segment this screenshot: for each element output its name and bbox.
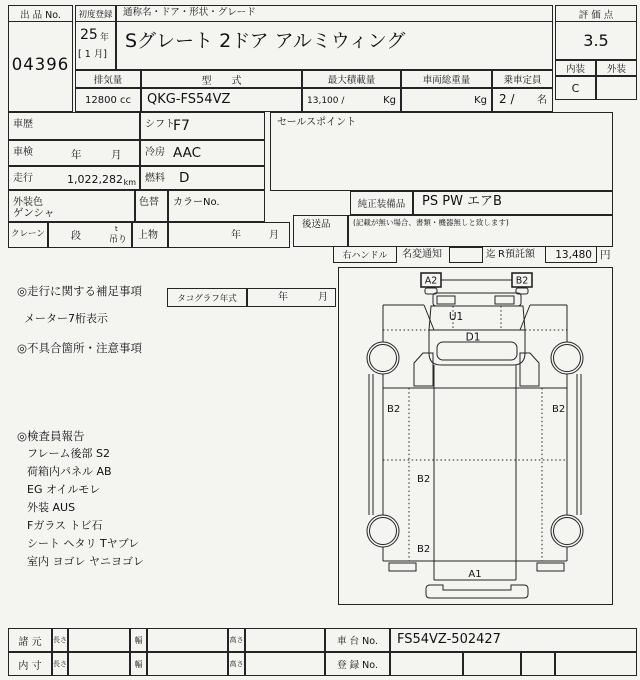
registration-no-cell	[521, 652, 555, 676]
shift-label: シフト	[145, 119, 175, 130]
shift-value: F7	[173, 118, 190, 134]
spec-row-label: 諸 元	[8, 628, 52, 652]
crane-label: クレーン	[11, 229, 45, 239]
crane-stage-unit: 段	[71, 231, 81, 242]
gross-weight-label: 車両総重量	[401, 70, 492, 88]
tachograph-month-unit: 月	[318, 292, 328, 303]
mileage-notes-heading: ◎走行に関する補足事項	[17, 284, 143, 298]
damage-label-side-left-top: B2	[387, 404, 401, 415]
history-cell	[8, 112, 140, 140]
damage-diagram-box	[338, 267, 613, 605]
mileage-unit: km	[123, 177, 136, 187]
fuel-value: D	[179, 170, 190, 186]
repaint-label: 色替	[139, 197, 159, 208]
model-code-cell	[141, 88, 302, 112]
damage-label-side-left-mid: B2	[417, 474, 431, 485]
later-items-note: (記載が無い場合、書類・機器無しと致します)	[353, 218, 509, 227]
length-label: 長さ	[52, 652, 68, 676]
spec-width-value	[147, 628, 228, 652]
displacement-label: 排気量	[75, 70, 141, 88]
inspector-item: EG オイルモレ	[27, 483, 101, 496]
deposit-value: 13,480	[555, 249, 592, 261]
spec-length-value	[68, 628, 130, 652]
inspector-item: 荷箱内パネル AB	[27, 465, 112, 478]
damage-label-mirror-right: B2	[515, 275, 529, 287]
damage-label-mirror-left: A2	[424, 275, 438, 287]
registration-no-cell	[555, 652, 637, 676]
inspector-report-heading: ◎検査員報告	[17, 429, 85, 443]
inner-row-label: 内 寸	[8, 652, 52, 676]
inspection-cell	[8, 140, 140, 166]
tachograph-value-cell	[247, 288, 336, 307]
repaint-cell	[135, 190, 168, 222]
height-label: 高さ	[228, 652, 245, 676]
damage-label-side-left-low: B2	[417, 544, 431, 555]
ac-value: AAC	[173, 145, 202, 161]
first-registration-month: [ 1 月]	[78, 49, 107, 60]
later-items-label-cell	[293, 215, 348, 247]
exterior-value	[596, 76, 637, 100]
upper-body-month-unit: 月	[269, 230, 279, 241]
inspection-month-unit: 月	[111, 149, 122, 161]
sales-point-label: セールスポイント	[277, 117, 357, 128]
inspection-label: 車検	[13, 147, 33, 158]
sales-point-box	[270, 112, 613, 191]
name-change-field	[449, 247, 483, 263]
inspector-item: 室内 ヨゴレ ヤニヨゴレ	[27, 555, 144, 568]
chassis-no-value: FS54VZ-502427	[397, 632, 501, 647]
later-items-label: 後送品	[302, 219, 331, 230]
payload-label: 最大積載量	[302, 70, 401, 88]
deposit-label: R預託額	[498, 249, 535, 260]
upper-body-label: 上物	[138, 230, 158, 241]
model-code-label: 型 式	[141, 70, 302, 88]
mileage-value: 1,022,282	[67, 173, 123, 187]
interior-value: C	[555, 76, 596, 100]
crane-value-cell	[48, 222, 132, 248]
crane-lift-unit: 吊り	[109, 235, 128, 245]
body-color-value: ゲンシャ	[13, 207, 55, 219]
registration-no-label: 登 録 No.	[325, 652, 390, 676]
ac-cell	[140, 140, 265, 166]
tachograph-year-unit: 年	[278, 292, 288, 303]
payload-value: 13,100 /	[307, 96, 345, 106]
registration-no-cell	[463, 652, 521, 676]
inner-length-value	[68, 652, 130, 676]
truck-top-view-diagram	[339, 268, 612, 604]
fuel-cell	[140, 166, 265, 190]
inner-height-value	[245, 652, 325, 676]
inspector-item: Fガラス トビ石	[27, 519, 103, 532]
later-items-cell	[348, 215, 613, 247]
capacity-label: 乗車定員	[492, 70, 553, 88]
tachograph-label: タコグラフ年式	[167, 288, 247, 307]
capacity-unit: 名	[537, 95, 547, 106]
upper-body-year-unit: 年	[231, 230, 241, 241]
payload-cell	[302, 88, 401, 112]
width-label: 幅	[130, 628, 147, 652]
damage-label-roof: U1	[448, 311, 464, 323]
model-code-value: QKG-FS54VZ	[147, 92, 231, 107]
body-color-label: 外装色	[13, 197, 43, 208]
name-change-until: 迄	[486, 249, 496, 260]
oem-equipment-label: 純正装備品	[350, 191, 413, 215]
chassis-no-label: 車 台 No.	[325, 628, 390, 652]
deposit-field	[545, 246, 597, 263]
registration-no-cell	[390, 652, 463, 676]
width-label: 幅	[130, 652, 147, 676]
color-no-cell	[168, 190, 265, 222]
first-registration-year: 25	[80, 27, 98, 43]
length-label: 長さ	[52, 628, 68, 652]
gross-weight-cell	[401, 88, 492, 112]
inspection-year-unit: 年	[71, 149, 82, 161]
exterior-label: 外装	[596, 60, 637, 76]
history-label: 車歴	[13, 119, 33, 130]
damage-label-front: D1	[465, 331, 481, 344]
model-name-value: Sグレート 2ドア アルミウィング	[125, 30, 406, 52]
interior-label: 内装	[555, 60, 596, 76]
inspector-item: フレーム後部 S2	[27, 447, 111, 460]
shift-cell	[140, 112, 265, 140]
mileage-label: 走行	[13, 173, 33, 184]
capacity-value: 2 /	[499, 92, 515, 106]
upper-body-date-cell	[168, 222, 290, 248]
damage-label-side-right-top: B2	[552, 404, 566, 415]
inner-width-value	[147, 652, 228, 676]
payload-unit: Kg	[383, 95, 396, 106]
capacity-cell	[492, 88, 553, 112]
fuel-label: 燃料	[145, 173, 165, 184]
first-registration-year-unit: 年	[100, 33, 110, 43]
upper-body-cell	[132, 222, 168, 248]
lot-number: 04396	[11, 54, 70, 74]
body-color-cell	[8, 190, 135, 222]
meter-digits-note: メーター7桁表示	[24, 312, 108, 325]
lot-label: 出 品 No.	[8, 5, 73, 22]
height-label: 高さ	[228, 628, 245, 652]
model-name-label: 通称名・ドア・形状・グレード	[123, 7, 256, 18]
oem-equipment-value: PS PW エアB	[422, 194, 502, 209]
damage-label-rear: A1	[468, 569, 482, 580]
first-registration-label: 初度登録	[75, 5, 116, 22]
crane-ton-unit: t	[115, 225, 118, 233]
defects-heading: ◎不具合箇所・注意事項	[17, 341, 143, 355]
name-change-label: 名変通知	[402, 249, 442, 260]
color-no-label: カラーNo.	[173, 197, 220, 208]
handle-badge: 右ハンドル	[333, 246, 397, 263]
deposit-unit: 円	[600, 249, 611, 261]
crane-cell	[8, 222, 48, 248]
score-label: 評 価 点	[555, 5, 637, 22]
displacement-value: 12800 cc	[75, 88, 141, 112]
mileage-cell	[8, 166, 140, 190]
score-value: 3.5	[583, 30, 609, 50]
inspector-item: シート ヘタリ Tヤブレ	[27, 537, 140, 550]
ac-label: 冷房	[145, 147, 165, 158]
inspector-item: 外装 AUS	[27, 501, 76, 514]
spec-height-value	[245, 628, 325, 652]
oem-equipment-cell	[413, 191, 613, 215]
chassis-no-cell	[390, 628, 637, 652]
gross-weight-unit: Kg	[474, 95, 487, 106]
